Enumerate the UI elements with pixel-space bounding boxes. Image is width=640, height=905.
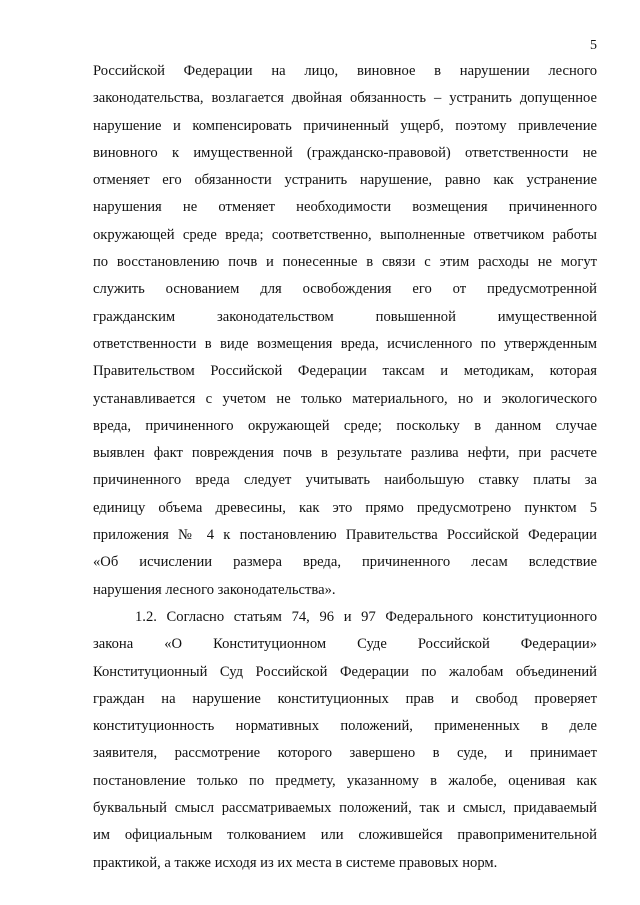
text-line: постановление только по предмету, указанному в жалобе, оценивая как [93, 772, 597, 789]
text-line: отменяет его обязанности устранить нарушение, равно как устранение [93, 172, 597, 189]
text-line: буквальный смысл рассматриваемых положений, так и смысл, придаваемый [93, 800, 597, 817]
text-line: нарушения лесного законодательства». [93, 581, 336, 598]
text-line: конституционность нормативных положений, примененных в деле [93, 718, 597, 735]
text-line: граждан на нарушение конституционных прав и свобод проверяет [93, 690, 597, 707]
text-line: окружающей среде вреда; соответственно, выполненные ответчиком работы [93, 226, 597, 243]
document-body [93, 58, 597, 877]
text-line: закона «О Конституционном Суде Российской Федерации» [93, 636, 597, 653]
text-line: практикой, а также исходя из их места в системе правовых норм. [93, 854, 498, 871]
text-line: нарушение и компенсировать причиненный ущерб, поэтому привлечение [93, 117, 597, 134]
text-line: гражданским законодательством повышенной имущественной [93, 308, 597, 325]
text-line: Конституционный Суд Российской Федерации по жалобам объединений [93, 663, 597, 680]
text-line: Российской Федерации на лицо, виновное в нарушении лесного [93, 63, 597, 79]
text-line: Правительством Российской Федерации таксам и методикам, которая [93, 363, 597, 380]
text-line: служить основанием для освобождения его от предусмотренной [93, 281, 597, 298]
text-line: виновного к имущественной (гражданско-правовой) ответственности не [93, 144, 597, 161]
text-line: выявлен факт повреждения почв в результате разлива нефти, при расчете [93, 445, 597, 462]
text-line: законодательства, возлагается двойная обязанность – устранить допущенное [93, 90, 597, 107]
text-line: устанавливается с учетом не только материального, но и экологического [93, 390, 597, 407]
text-line: нарушения не отменяет необходимости возмещения причиненного [93, 199, 597, 216]
text-line: причиненного вреда следует учитывать наибольшую ставку платы за [93, 472, 597, 489]
text-line: «Об исчислении размера вреда, причиненного лесам вследствие [93, 554, 597, 571]
text-line: ответственности в виде возмещения вреда, исчисленного по утвержденным [93, 335, 597, 352]
text-line: 1.2. Согласно статьям 74, 96 и 97 Федерального конституционного [135, 608, 597, 625]
page-number: 5 [590, 38, 597, 53]
text-line: вреда, причиненного окружающей среде; поскольку в данном случае [93, 417, 597, 434]
text-line: приложения № 4 к постановлению Правительства Российской Федерации [93, 527, 597, 544]
text-line: заявителя, рассмотрение которого завершено в суде, и принимает [93, 745, 597, 762]
text-line: единицу объема древесины, как это прямо предусмотрено пунктом 5 [93, 499, 597, 516]
text-line: им официальным толкованием или сложившейся правоприменительной [93, 827, 597, 844]
text-line: по восстановлению почв и понесенные в связи с этим расходы не могут [93, 254, 597, 271]
